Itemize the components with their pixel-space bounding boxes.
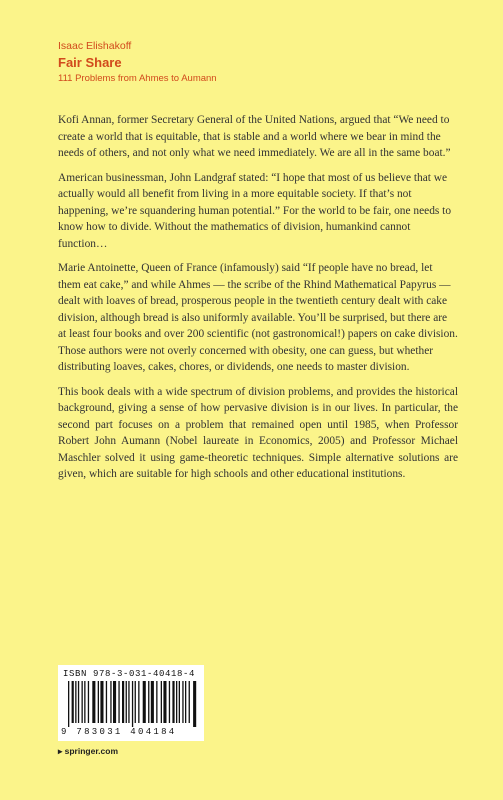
barcode-bar (156, 681, 157, 723)
isbn-label: ISBN 978-3-031-40418-4 (63, 669, 196, 679)
barcode-bar (172, 681, 174, 723)
publisher-link: ▸ springer.com (58, 746, 119, 756)
barcode-bar (148, 681, 149, 723)
barcode-bar (106, 681, 107, 723)
barcode-bar (92, 681, 95, 723)
barcode-bar (110, 681, 111, 723)
author-name: Isaac Elishakoff (58, 40, 132, 52)
barcode-bar (132, 681, 133, 727)
barcode-bar (126, 681, 127, 723)
barcode-bar (185, 681, 186, 723)
barcode-bar (75, 681, 76, 723)
blurb-paragraph: Marie Antoinette, Queen of France (infamously) said “If people have no bread, let them eat cake,” and while Ahmes — the scribe of the Rhind Mathematical Papyrus — dealt with loaves of bread, prosperous people in the twentieth century dealt with cake division, although bread is also uniformly available. You’ll be surprised, but there are at least four books and over 200 scientific (not gastronomical!) papers on cake division. Those authors were not overly concerned with obesity, one can guess, but whether distributing loaves, cakes, chores, or dividends, one needs to master division. (58, 262, 458, 373)
barcode-bar (176, 681, 177, 723)
barcode-bar (98, 681, 99, 723)
blurb-paragraph: American businessman, John Landgraf stated: “I hope that most of us believe that we actually would all benefit from living in a more equitable society. If that’s not happening, we’re squandering human potential.” For the world to be fair, one needs to know how to divide. Without the mathematics of division, humankind cannot function… (58, 171, 452, 250)
barcode-bar (189, 681, 190, 723)
barcode-bar (151, 681, 154, 723)
barcode-bar (113, 681, 116, 723)
barcode-bars (68, 681, 198, 727)
barcode-bar (82, 681, 83, 723)
barcode-bar (182, 681, 183, 723)
barcode-bar (193, 681, 196, 727)
barcode-digits: 9 783031 404184 (61, 727, 177, 737)
barcode-bar (128, 681, 129, 723)
blurb-text (58, 112, 458, 491)
barcode-bar (135, 681, 136, 723)
barcode-bar (161, 681, 162, 723)
barcode-bar (88, 681, 89, 723)
barcode-bar (138, 681, 139, 723)
isbn-barcode (58, 665, 204, 741)
blurb-paragraph: This book deals with a wide spectrum of division problems, and provides the historical background, giving a sense of how pervasive division is in our lives. In particular, the second part focuses on a problem that remained open until 1985, when Professor Robert John Aumann (Nobel laureate in Economics, 2005) and Professor Michael Maschler solved it using game-theoretic techniques. Simple alternative solutions are given, which are suitable for high schools and other educational institutions. (58, 385, 458, 480)
barcode-bar (84, 681, 85, 723)
barcode-bar (78, 681, 79, 723)
barcode-bar (169, 681, 170, 723)
blurb-paragraph: Kofi Annan, former Secretary General of the United Nations, argued that “We need to create a world that is equitable, that is stable and a world where we bear in mind the needs of others, and not only what we need immediately. We are all in the same boat.” (58, 114, 451, 159)
barcode-bar (179, 681, 180, 723)
barcode-bar (72, 681, 74, 723)
book-title: Fair Share (58, 55, 122, 70)
book-subtitle: 111 Problems from Ahmes to Aumann (58, 73, 217, 84)
barcode-bar (68, 681, 69, 727)
barcode-bar (118, 681, 119, 723)
barcode-bar (163, 681, 166, 723)
barcode-bar (100, 681, 103, 723)
barcode-bar (122, 681, 124, 723)
barcode-bar (143, 681, 146, 723)
